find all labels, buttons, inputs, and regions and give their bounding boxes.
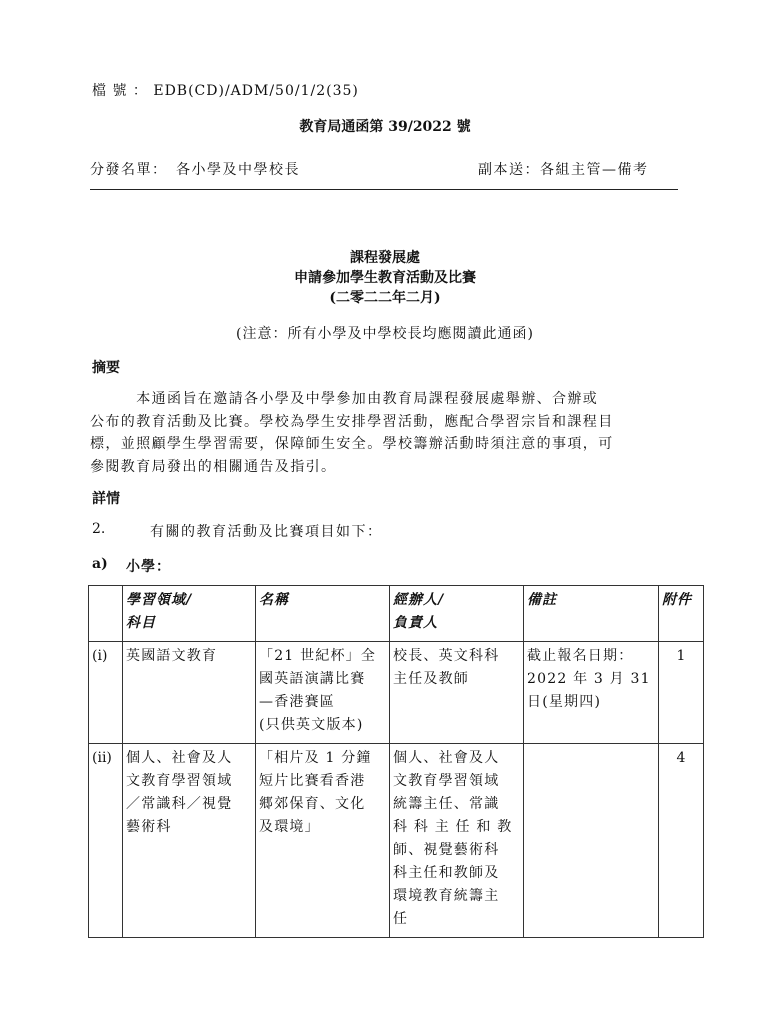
distribution-list: 分發名單： 各小學及中學校長 (90, 162, 300, 178)
copy-to: 副本送：各組主管—備考 (478, 162, 649, 178)
row-name: 「相片及 1 分鐘 短片比賽看香港 郷郊保育、文化 及環境」 (256, 744, 390, 938)
section-title: 小學： (126, 559, 171, 575)
summary-paragraph (90, 388, 698, 478)
header-divider (90, 189, 678, 190)
header-organizer: 經辦人/ 負責人 (390, 586, 524, 642)
row-annex: 1 (659, 642, 704, 744)
summary-line: 標，並照顧學生學習需要，保障師生安全。學校籌辦活動時須注意的事項，可 (90, 436, 614, 452)
header-name: 名稱 (256, 586, 390, 642)
table-row (89, 642, 704, 744)
title-line-2: 申請參加學生教育活動及比賽 (294, 270, 476, 286)
header-subject: 學習領域/ 科目 (123, 586, 256, 642)
row-name: 「21 世紀杯」全 國英語演講比賽 —香港賽區 (只供英文版本) (256, 642, 390, 744)
item-number: 2. (92, 521, 106, 537)
activities-table (88, 585, 704, 938)
row-remarks (524, 744, 659, 938)
header-index (89, 586, 123, 642)
notice: (注意：所有小學及中學校長均應閱讀此通函) (236, 326, 534, 342)
summary-heading: 摘要 (92, 360, 120, 376)
row-subject: 英國語文教育 (123, 642, 256, 744)
row-annex: 4 (659, 744, 704, 938)
row-index: (ii) (89, 744, 123, 938)
item-text: 有關的教育活動及比賽項目如下： (150, 524, 383, 540)
summary-line: 本通函旨在邀請各小學及中學參加由教育局課程發展處舉辦、合辦或 (90, 391, 599, 407)
row-organizer: 個人、社會及人 文教育學習領域 統籌主任、常識 科 科 主 任 和 教 師、視覺藝術科 科主任和教師及 環境教育統籌主 任 (390, 744, 524, 938)
row-index: (i) (89, 642, 123, 744)
circular-number: 教育局通函第 39/2022 號 (299, 119, 471, 135)
row-remarks: 截止報名日期： 2022 年 3 月 31 日(星期四) (524, 642, 659, 744)
row-subject: 個人、社會及人 文教育學習領域 ／常識科／視覺 藝術科 (123, 744, 256, 938)
row-organizer: 校長、英文科科 主任及教師 (390, 642, 524, 744)
title-line-1: 課程發展處 (350, 250, 420, 266)
header-annex: 附件 (659, 586, 704, 642)
summary-line: 參閱教育局發出的相關通告及指引。 (90, 458, 337, 475)
details-heading: 詳情 (92, 491, 120, 507)
table-row (89, 744, 704, 938)
summary-line: 公布的教育活動及比賽。學校為學生安排學習活動，應配合學習宗旨和課程目 (90, 413, 614, 430)
table-header-row (89, 586, 704, 642)
file-reference: 檔 號 ： EDB(CD)/ADM/50/1/2(35) (92, 83, 359, 99)
header-remarks: 備註 (524, 586, 659, 642)
section-label: a) (92, 556, 108, 572)
title-line-3: (二零二二年二月) (329, 290, 441, 306)
